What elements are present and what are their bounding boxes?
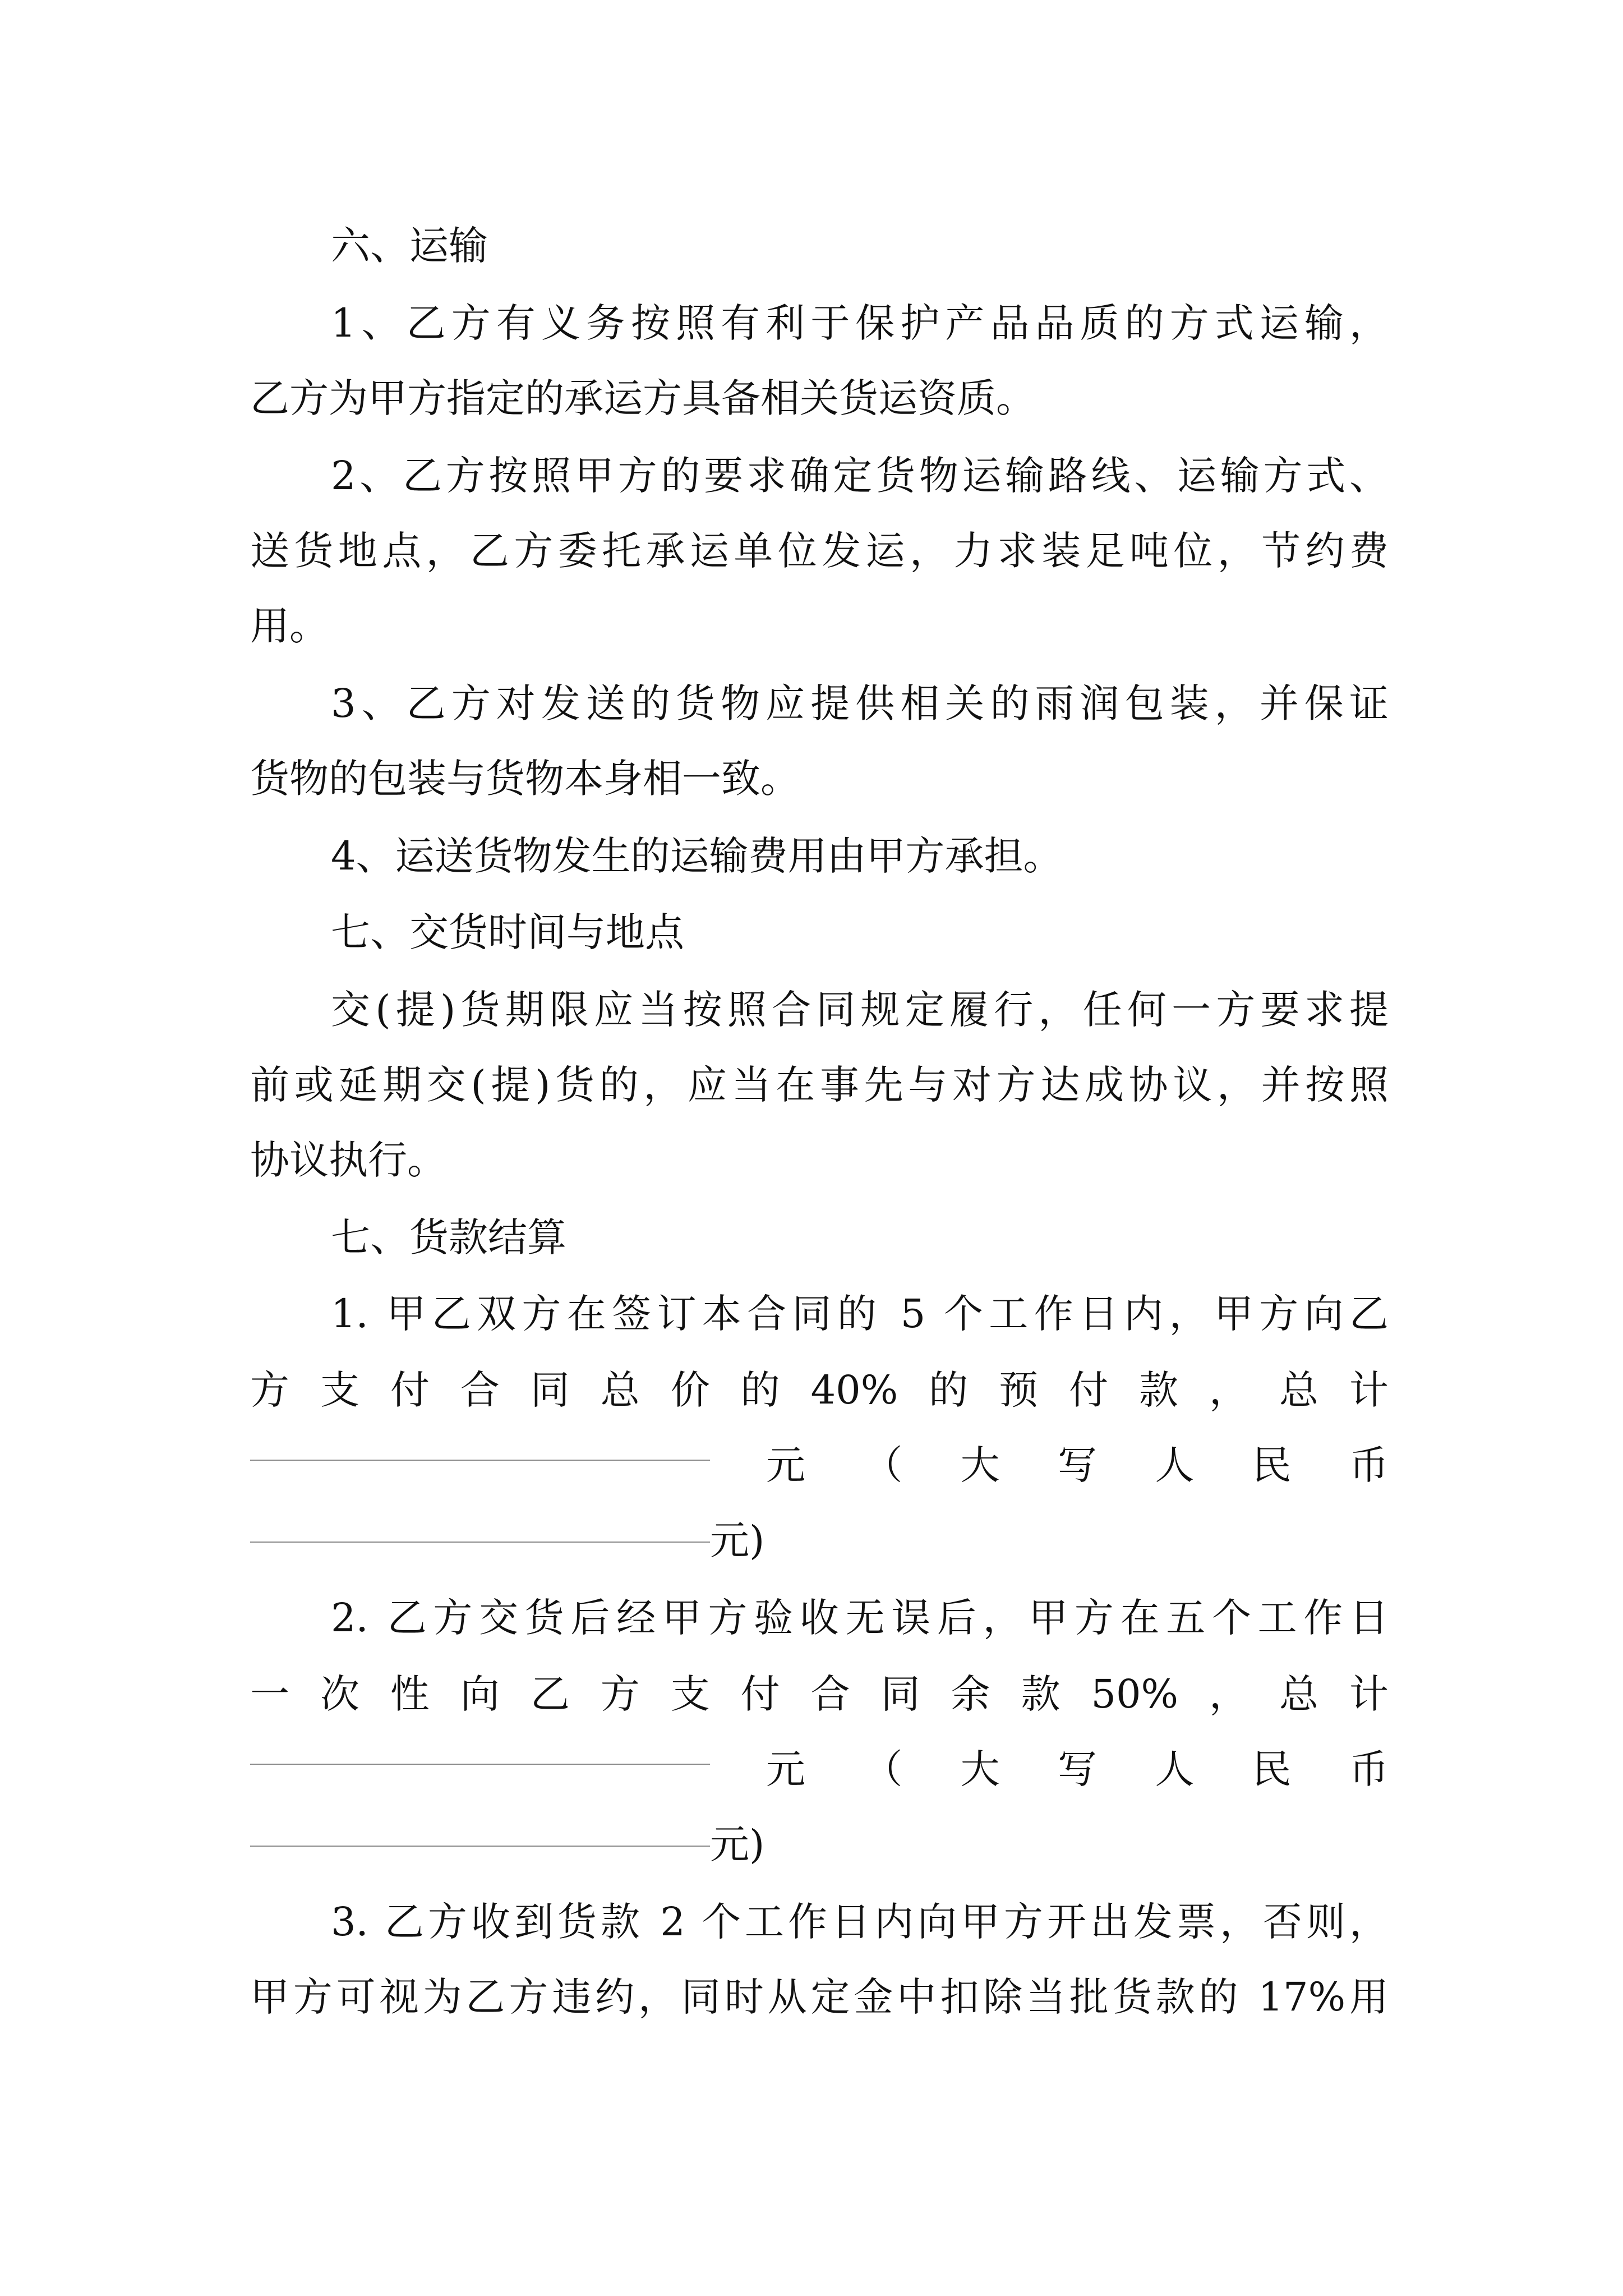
uppercase-amount-blank-field[interactable]	[250, 1542, 710, 1543]
s6-item3-line1: 3、乙方对发送的货物应提供相关的雨润包装，并保证	[331, 680, 1389, 726]
s7b-item1-amount-line	[250, 1426, 1389, 1504]
s7a-para-line3: 协议执行。	[250, 1137, 446, 1183]
s7a-para-line1: 交(提)货期限应当按照合同规定履行，任何一方要求提	[331, 987, 1389, 1033]
section-7-payment-heading: 七、货款结算	[331, 1214, 566, 1260]
s6-item4-line1: 4、运送货物发生的运输费用由甲方承担。	[331, 833, 1063, 879]
s7a-para-line2: 前或延期交(提)货的，应当在事先与对方达成协议，并按照	[250, 1062, 1389, 1108]
s6-item2-line3: 用。	[250, 603, 329, 649]
s7b-item1-uppercase-line: 元)	[250, 1501, 764, 1580]
s6-item1-line2: 乙方为甲方指定的承运方具备相关货运资质。	[250, 375, 1035, 421]
s7b-item3-line1: 3. 乙方收到货款 2 个工作日内向甲方开出发票，否则，	[331, 1899, 1389, 1945]
s7b-item2-amount-line	[250, 1730, 1389, 1809]
uppercase-amount-blank-field[interactable]	[250, 1846, 710, 1847]
s7b-item2-uppercase-line: 元)	[250, 1805, 764, 1884]
s7b-item2-line1: 2. 乙方交货后经甲方验收无误后，甲方在五个工作日	[331, 1595, 1389, 1641]
s7b-item1-line1: 1. 甲乙双方在签订本合同的 5 个工作日内，甲方向乙	[331, 1291, 1389, 1337]
s6-item2-line2: 送货地点，乙方委托承运单位发运，力求装足吨位，节约费	[250, 528, 1389, 574]
section-7-delivery-heading: 七、交货时间与地点	[331, 909, 684, 955]
s6-item3-line2: 货物的包装与货物本身相一致。	[250, 756, 800, 802]
amount-label-words: 元 （ 大 写 人 民 币	[766, 1442, 1389, 1488]
s7b-item3-line2: 甲方可视为乙方违约，同时从定金中扣除当批货款的 17%用	[250, 1974, 1389, 2020]
s7b-item1-line2: 方 支 付 合 同 总 价 的 40% 的 预 付 款 ， 总 计	[250, 1367, 1389, 1413]
s6-item1-line1: 1、乙方有义务按照有利于保护产品品质的方式运输，	[331, 300, 1389, 346]
s7b-item2-line2: 一 次 性 向 乙 方 支 付 合 同 余 款 50% ， 总 计	[250, 1671, 1389, 1717]
amount-blank-field[interactable]	[250, 1764, 710, 1765]
section-6-heading: 六、运输	[331, 223, 488, 269]
amount-label-words: 元 （ 大 写 人 民 币	[766, 1746, 1389, 1792]
amount-blank-field[interactable]	[250, 1460, 710, 1461]
s6-item2-line1: 2、乙方按照甲方的要求确定货物运输路线、运输方式、	[331, 453, 1389, 499]
